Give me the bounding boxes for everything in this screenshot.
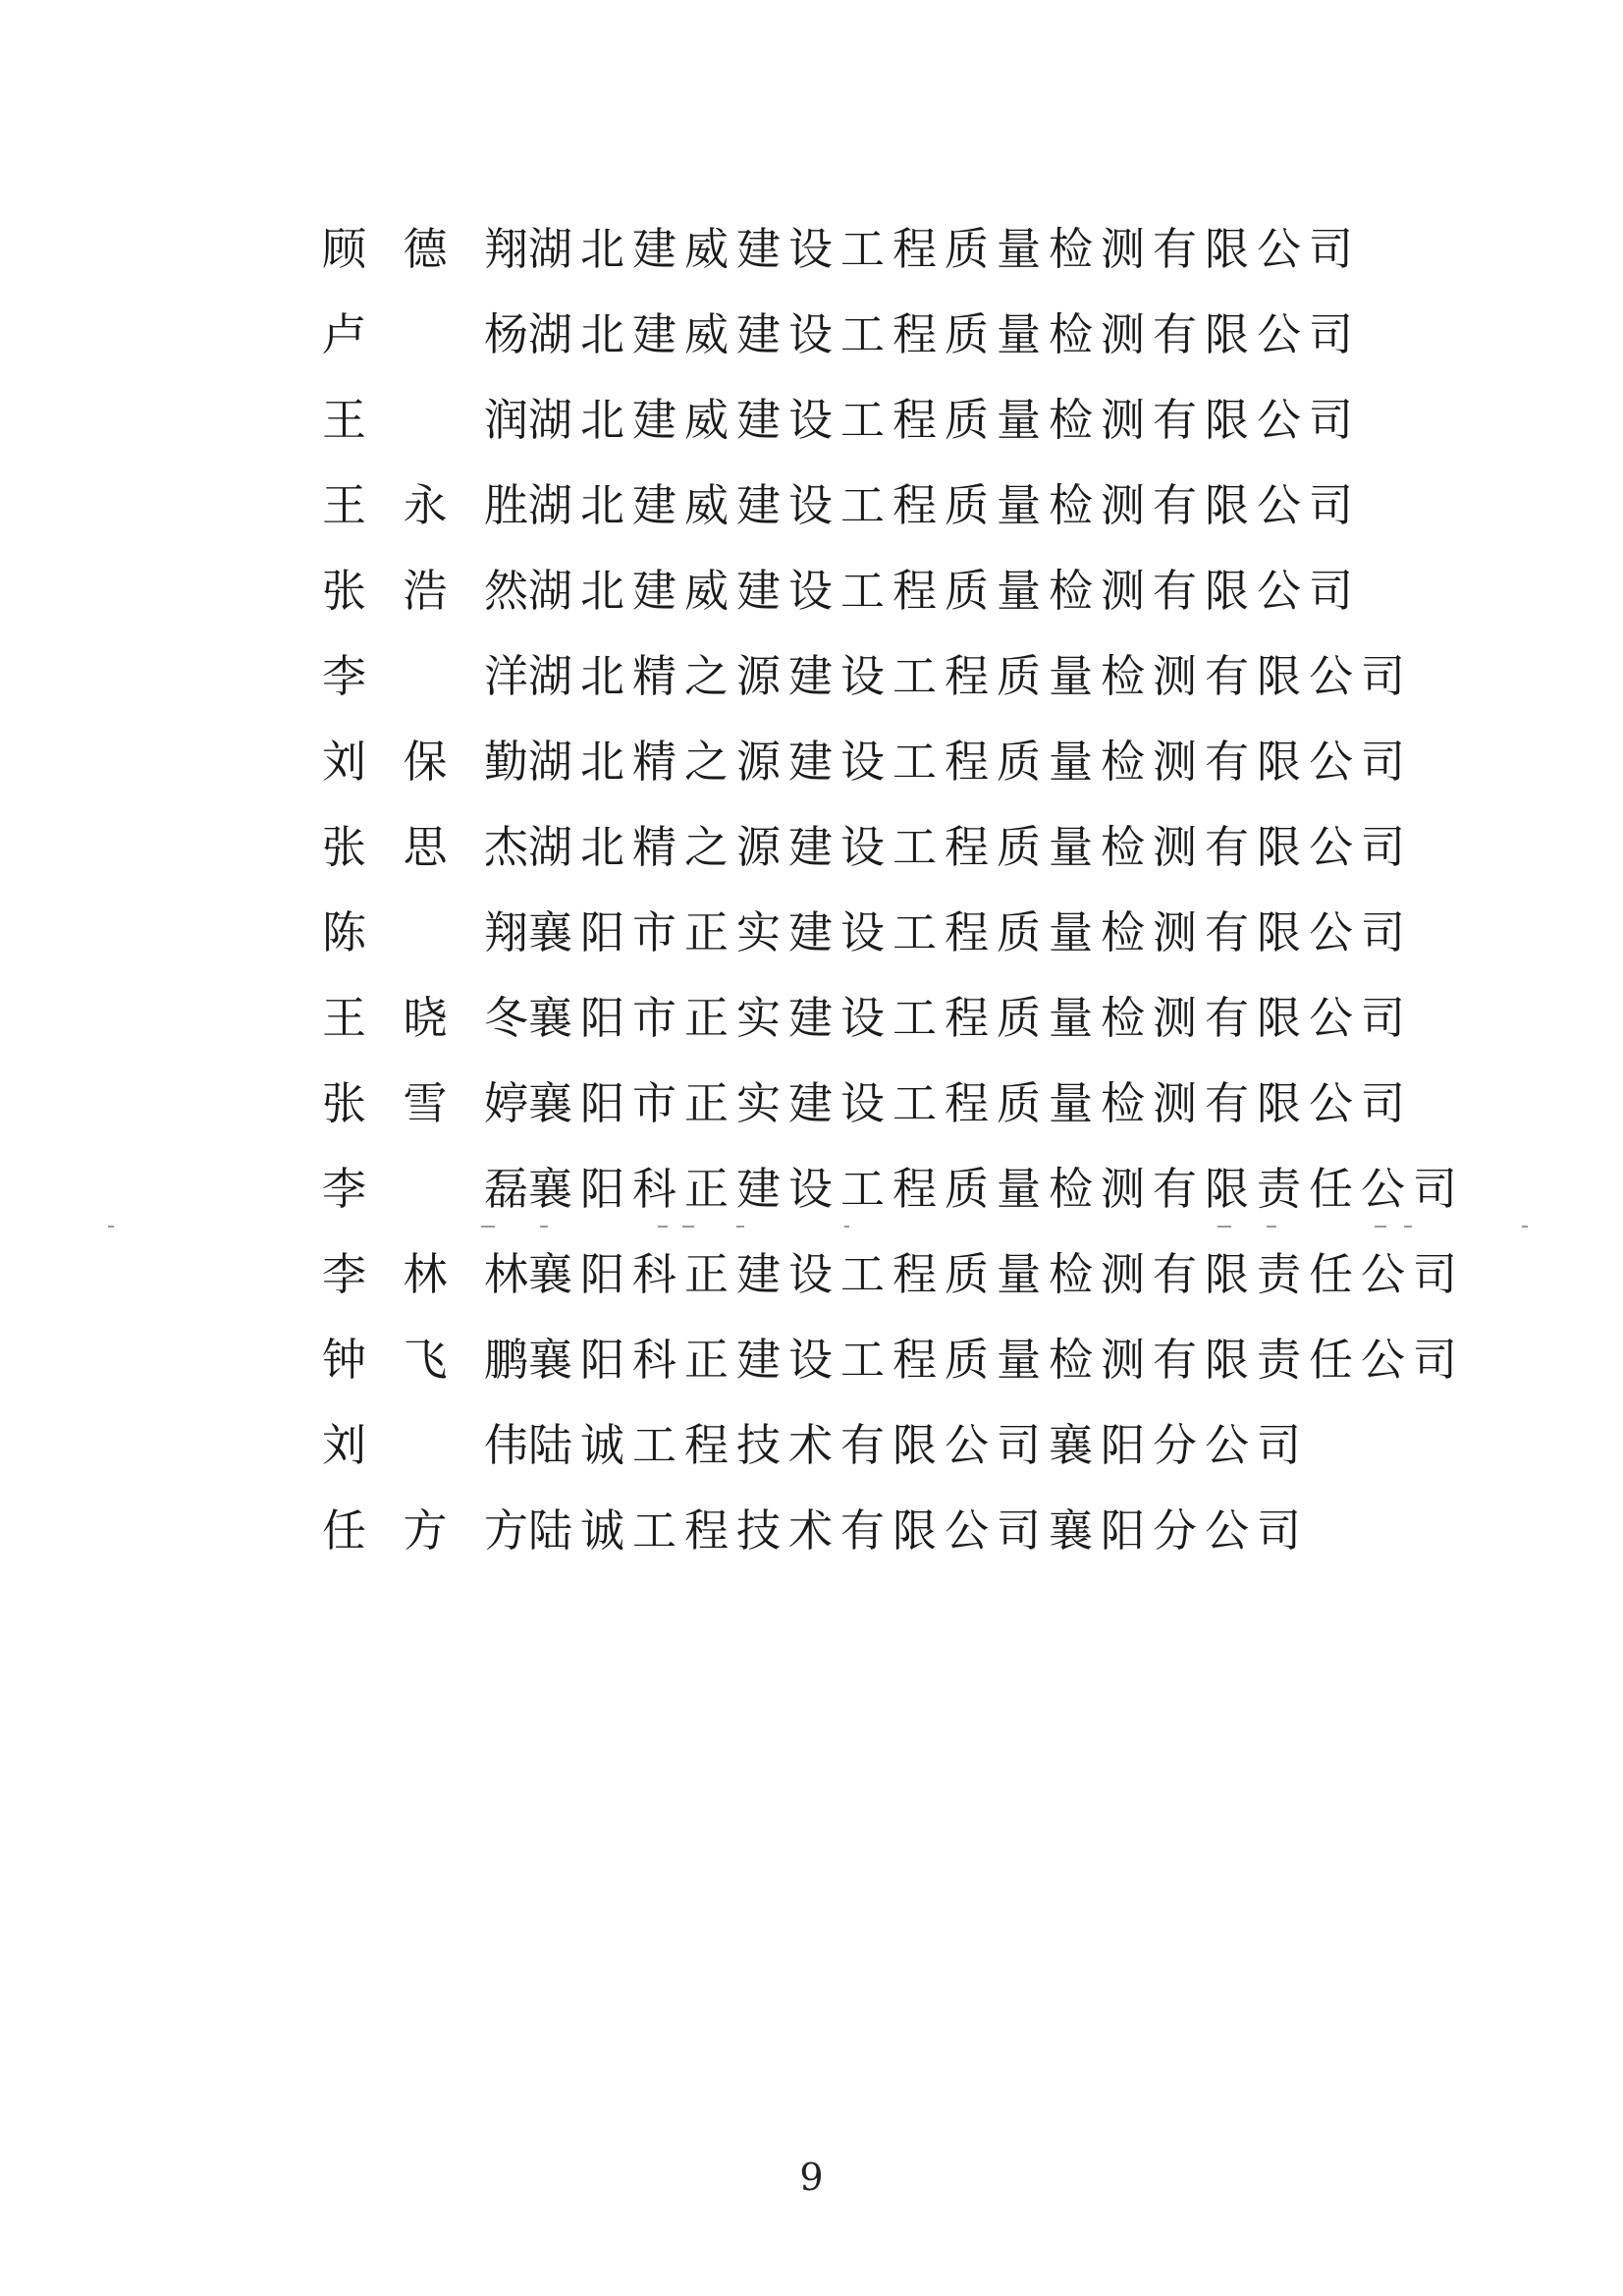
organization-name: 湖北精之源建设工程质量检测有限公司 [528,736,1414,788]
roster-row [322,292,1402,377]
roster-row [322,206,1402,292]
roster-row [322,548,1402,633]
organization-name: 襄阳科正建设工程质量检测有限责任公司 [528,1248,1466,1300]
organization-name: 襄阳市正实建设工程质量检测有限公司 [528,1077,1414,1129]
person-name: 李 洋 [322,650,528,702]
organization-name: 湖北精之源建设工程质量检测有限公司 [528,650,1414,702]
person-name: 卢 杨 [322,308,528,360]
person-name: 刘 伟 [322,1419,528,1471]
roster-row [322,1488,1402,1573]
organization-name: 湖北精之源建设工程质量检测有限公司 [528,821,1414,873]
organization-name: 湖北建威建设工程质量检测有限公司 [528,394,1362,446]
scan-artifact [108,1226,1542,1231]
person-name: 王永胜 [322,479,528,531]
roster-row [322,1061,1414,1146]
roster-list [322,206,1466,1573]
person-name: 王 润 [322,394,528,446]
person-name: 张浩然 [322,565,528,617]
roster-row [322,1317,1466,1402]
person-name: 张雪婷 [322,1077,528,1129]
roster-row [322,633,1414,719]
roster-row [322,1231,1466,1317]
organization-name: 湖北建威建设工程质量检测有限公司 [528,223,1362,275]
person-name: 陈 翔 [322,906,528,958]
roster-row [322,890,1414,975]
roster-row [322,975,1414,1061]
roster-row [322,1402,1402,1488]
person-name: 顾德翔 [322,223,528,275]
organization-name: 湖北建威建设工程质量检测有限公司 [528,565,1362,617]
organization-name: 襄阳市正实建设工程质量检测有限公司 [528,906,1414,958]
organization-name: 襄阳科正建设工程质量检测有限责任公司 [528,1334,1466,1386]
person-name: 刘保勤 [322,736,528,788]
organization-name: 襄阳市正实建设工程质量检测有限公司 [528,992,1414,1044]
roster-row [322,1146,1466,1231]
person-name: 王晓冬 [322,992,528,1044]
person-name: 钟飞鹏 [322,1334,528,1386]
organization-name: 湖北建威建设工程质量检测有限公司 [528,479,1362,531]
person-name: 任方方 [322,1504,528,1557]
person-name: 张思杰 [322,821,528,873]
roster-row [322,463,1402,548]
organization-name: 陆诚工程技术有限公司襄阳分公司 [528,1419,1310,1471]
organization-name: 陆诚工程技术有限公司襄阳分公司 [528,1504,1310,1557]
person-name: 李林林 [322,1248,528,1300]
person-name: 李 磊 [322,1163,528,1215]
organization-name: 湖北建威建设工程质量检测有限公司 [528,308,1362,360]
roster-row [322,719,1414,804]
page-number: 9 [799,2156,824,2199]
roster-row [322,377,1402,463]
roster-row [322,804,1414,890]
organization-name: 襄阳科正建设工程质量检测有限责任公司 [528,1163,1466,1215]
